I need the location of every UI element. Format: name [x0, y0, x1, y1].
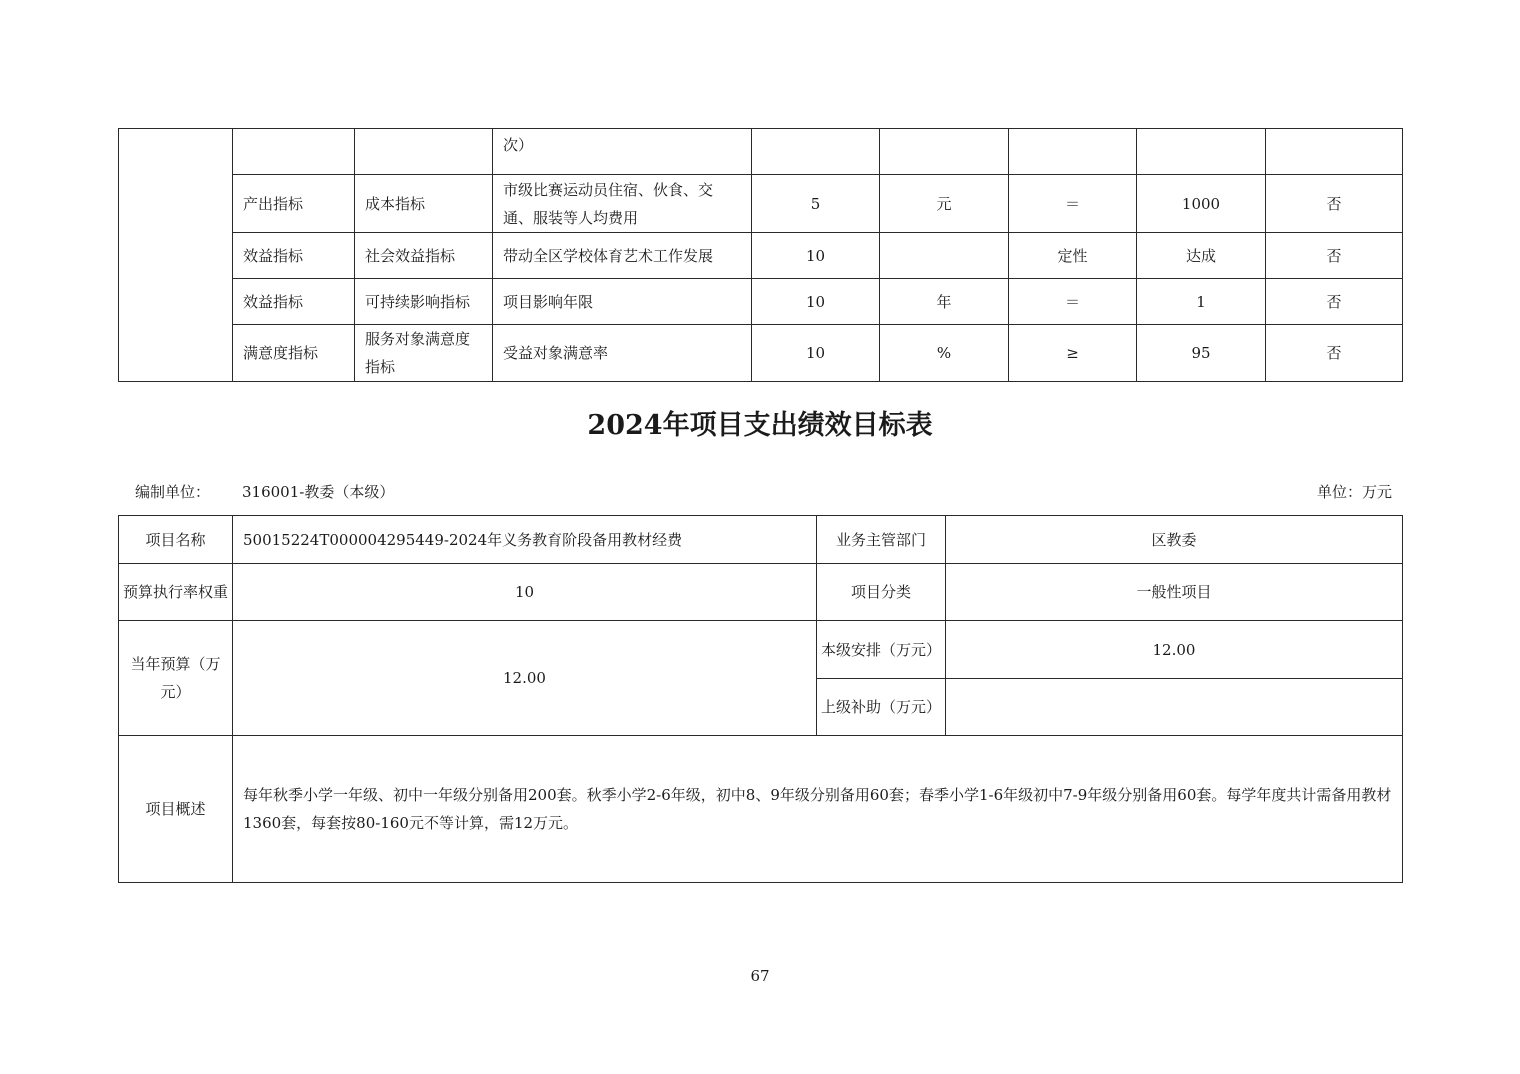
table-row [119, 233, 1403, 279]
page-number: 67 [750, 967, 770, 985]
overview-value: 每年秋季小学一年级、初中一年级分别备用200套。秋季小学2-6年级，初中8、9年级分别备用60套；春季小学1-6年级初中7-9年级分别备用60套。每学年度共计需备用教材1360套，每套按80-160元不等计算，需12万元。 [233, 736, 1403, 883]
project-name-value: 50015224T000004295449-2024年义务教育阶段备用教材经费 [233, 516, 817, 564]
indicator-cell: 次） [493, 129, 752, 175]
core-cell: 否 [1266, 175, 1403, 233]
unit-cell: % [880, 325, 1009, 382]
budget-value: 12.00 [233, 621, 817, 736]
target-cell: 达成 [1137, 233, 1266, 279]
weight-cell: 5 [752, 175, 880, 233]
table-row [119, 129, 1403, 175]
indicator-cell: 市级比赛运动员住宿、伙食、交通、服装等人均费用 [493, 175, 752, 233]
category-label: 项目分类 [817, 564, 946, 621]
merged-empty-cell [119, 129, 233, 382]
level2-cell: 成本指标 [355, 175, 493, 233]
page-title: 2024年项目支出绩效目标表 [587, 410, 933, 441]
core-cell: 否 [1266, 279, 1403, 325]
target-cell: 1 [1137, 279, 1266, 325]
level1-cell: 效益指标 [233, 233, 355, 279]
operator-cell: ≥ [1009, 325, 1137, 382]
weight-cell: 10 [752, 325, 880, 382]
org-value: 316001-教委（本级） [242, 483, 395, 501]
indicator-cell: 项目影响年限 [493, 279, 752, 325]
local-value: 12.00 [946, 621, 1403, 679]
table-row [119, 564, 1403, 621]
exec-weight-value: 10 [233, 564, 817, 621]
core-cell: 否 [1266, 325, 1403, 382]
upper-label: 上级补助（万元） [817, 679, 946, 736]
overview-label: 项目概述 [119, 736, 233, 883]
table-row [119, 325, 1403, 382]
operator-cell: ＝ [1009, 175, 1137, 233]
budget-label: 当年预算（万元） [119, 621, 233, 736]
level1-cell: 满意度指标 [233, 325, 355, 382]
level2-cell: 可持续影响指标 [355, 279, 493, 325]
table-row [119, 736, 1403, 883]
dept-value: 区教委 [946, 516, 1403, 564]
local-label: 本级安排（万元） [817, 621, 946, 679]
level2-cell: 社会效益指标 [355, 233, 493, 279]
indicator-cell: 受益对象满意率 [493, 325, 752, 382]
dept-label: 业务主管部门 [817, 516, 946, 564]
level1-cell: 效益指标 [233, 279, 355, 325]
unit-cell [880, 233, 1009, 279]
table-row [119, 621, 1403, 679]
indicator-cell: 带动全区学校体育艺术工作发展 [493, 233, 752, 279]
level2-cell: 服务对象满意度指标 [355, 325, 493, 382]
target-cell: 1000 [1137, 175, 1266, 233]
weight-cell: 10 [752, 279, 880, 325]
indicator-table-continuation [118, 128, 1403, 382]
table-row [119, 279, 1403, 325]
category-value: 一般性项目 [946, 564, 1403, 621]
unit-cell: 元 [880, 175, 1009, 233]
unit-cell: 年 [880, 279, 1009, 325]
level1-cell: 产出指标 [233, 175, 355, 233]
operator-cell: ＝ [1009, 279, 1137, 325]
upper-value [946, 679, 1403, 736]
project-table [118, 515, 1403, 883]
project-name-label: 项目名称 [119, 516, 233, 564]
unit-label: 单位：万元 [1316, 483, 1392, 501]
table-row [119, 175, 1403, 233]
weight-cell: 10 [752, 233, 880, 279]
core-cell: 否 [1266, 233, 1403, 279]
target-cell: 95 [1137, 325, 1266, 382]
org-label: 编制单位： [135, 483, 211, 501]
exec-weight-label: 预算执行率权重 [119, 564, 233, 621]
table-row [119, 516, 1403, 564]
operator-cell: 定性 [1009, 233, 1137, 279]
